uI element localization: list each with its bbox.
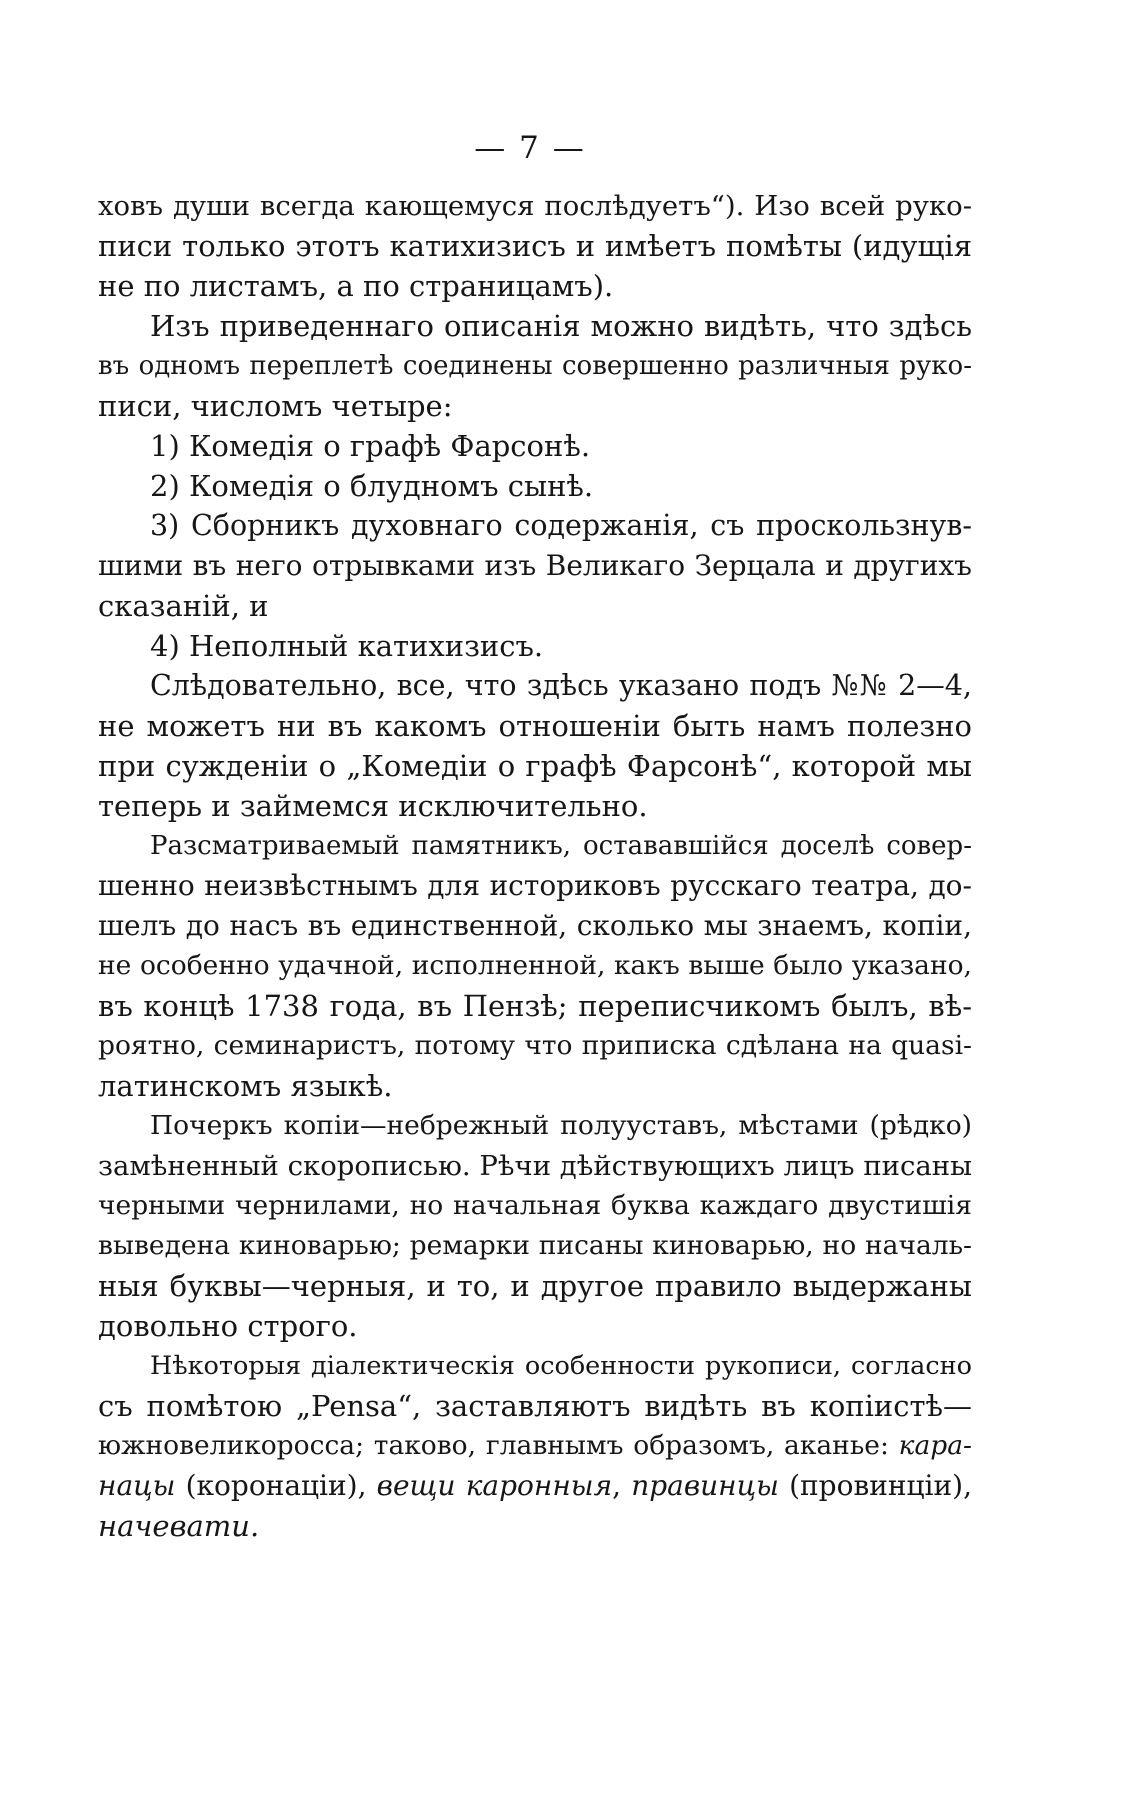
text-line: въ одномъ переплетѣ соединены совершенно различныя руко-: [98, 351, 972, 381]
text-line: шелъ до насъ въ единственной, сколько мы знаемъ, копіи,: [98, 909, 972, 942]
list-item: 4) Неполный катихизисъ.: [150, 629, 544, 663]
paragraph-first-line: Почеркъ копіи—небрежный полууставъ, мѣстами (рѣдко): [150, 1110, 972, 1141]
list-item: 3) Сборникъ духовнаго содержанія, съ проскользнув-: [150, 509, 972, 542]
text-run: (провинціи),: [778, 1469, 972, 1502]
paragraph-first-line: Нѣкоторыя діалектическія особенности рукописи, согласно: [150, 1351, 972, 1381]
italic-example: правинцы: [631, 1469, 779, 1502]
text-line: ныя буквы—черныя, и то, и другое правило выдержаны: [98, 1269, 972, 1303]
list-item: 2) Комедія о блудномъ сынѣ.: [150, 469, 594, 503]
text-line: [98, 1506, 972, 1546]
text-line: роятно, семинаристъ, потому что приписка сдѣлана на quasi-: [98, 1030, 972, 1061]
italic-example: вещи каронныя: [376, 1469, 613, 1502]
text-run: (коронаціи),: [175, 1469, 377, 1502]
text-line: выведена киноварью; ремарки писаны киноварью, но началь-: [98, 1230, 972, 1261]
text-line: не можетъ ни въ какомъ отношеніи быть намъ полезно: [98, 709, 972, 743]
text-line: въ концѣ 1738 года, въ Пензѣ; переписчикомъ былъ, вѣ-: [98, 989, 972, 1023]
text-run: ,: [612, 1469, 632, 1502]
page-number: — 7 —: [474, 130, 586, 166]
text-line: сказаній, и: [98, 589, 269, 623]
text-line: шими въ него отрывками изъ Великаго Зерцала и другихъ: [98, 549, 972, 582]
paragraph-first-line: Слѣдовательно, все, что здѣсь указано подъ №№ 2—4,: [150, 669, 972, 702]
text-run: южновеликоросса; таково, главнымъ образомъ, аканье:: [98, 1430, 899, 1461]
paragraph-first-line: Изъ приведеннаго описанія можно видѣть, что здѣсь: [150, 309, 972, 343]
text-line: ховъ души всегда кающемуся послѣдуетъ“). Изо всей руко-: [98, 190, 972, 222]
text-line: довольно строго.: [98, 1309, 358, 1343]
text-line: писи, числомъ четыре:: [98, 389, 453, 423]
text-line: не особенно удачной, исполненной, какъ выше было указано,: [98, 950, 972, 981]
text-line: писи только этотъ катихизисъ и имѣетъ помѣты (идущія: [98, 229, 972, 263]
list-item: 1) Комедія о графѣ Фарсонѣ.: [150, 429, 591, 463]
text-line: черными чернилами, но начальная буква каждаго двустишія: [98, 1190, 972, 1221]
italic-example: нацы: [98, 1469, 176, 1502]
italic-example: карa-: [898, 1430, 972, 1461]
text-line: не по листамъ, а по страницамъ).: [98, 269, 614, 303]
text-line: латинскомъ языкѣ.: [98, 1069, 393, 1103]
text-line: съ помѣтою „Pensa“, заставляютъ видѣть въ копіистѣ—: [98, 1389, 972, 1423]
text-line: [98, 1426, 972, 1466]
text-line: шенно неизвѣстнымъ для историковъ русскаго театра, до-: [98, 869, 972, 902]
text-line: замѣненный скорописью. Рѣчи дѣйствующихъ лицъ писаны: [98, 1150, 972, 1182]
paragraph-first-line: Разсматриваемый памятникъ, остававшійся доселѣ совер-: [150, 831, 972, 861]
text-line: при сужденіи о „Комедіи о графѣ Фарсонѣ“, которой мы: [98, 749, 972, 783]
text-line: [98, 1466, 972, 1506]
italic-example: начевати.: [98, 1509, 260, 1543]
text-line: теперь и займемся исключительно.: [98, 789, 648, 823]
